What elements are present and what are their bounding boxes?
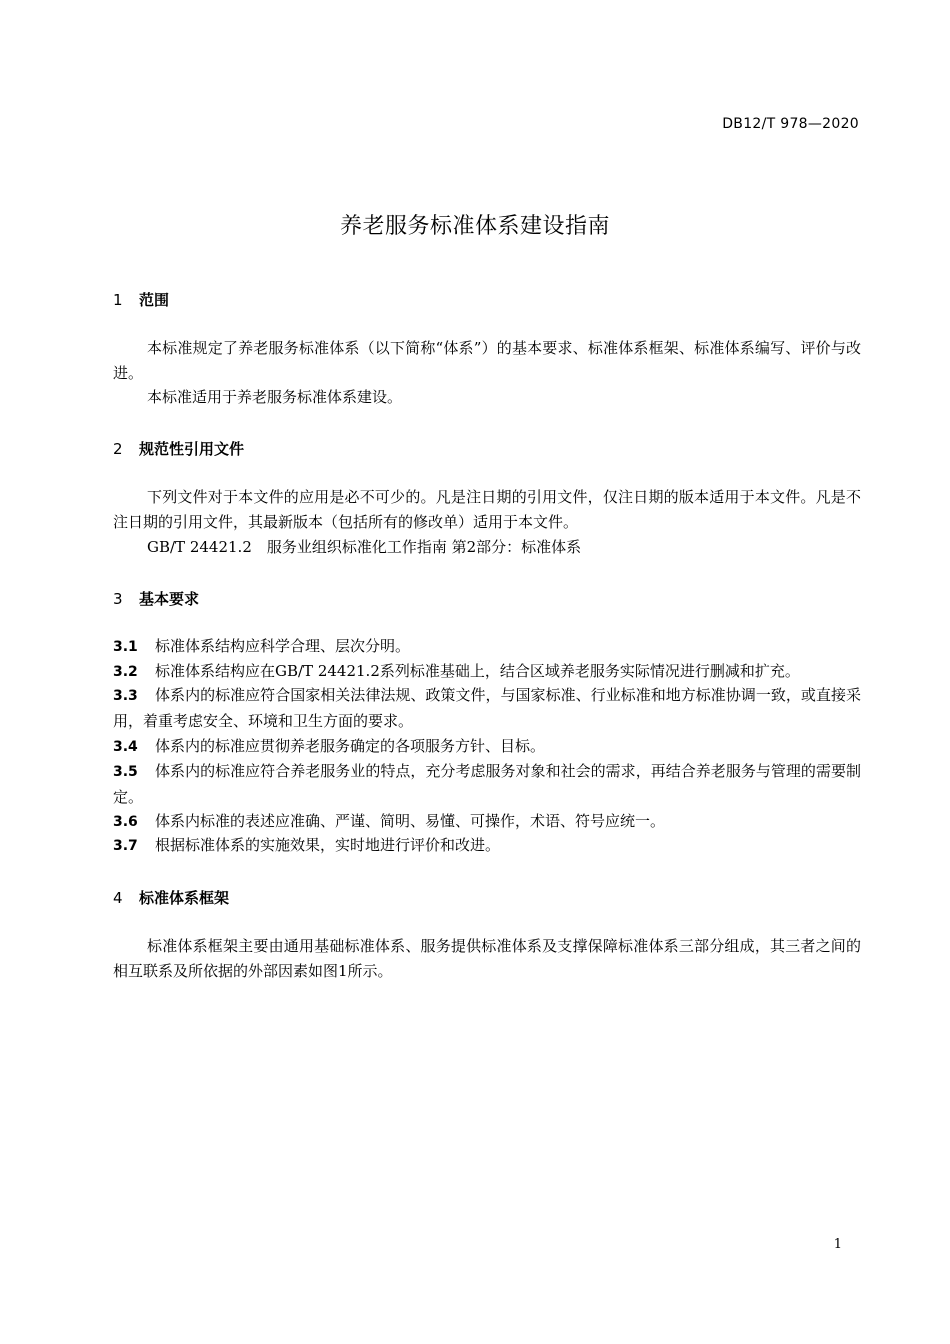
clause-number: 3.7 xyxy=(113,838,138,854)
normative-reference: GB/T 24421.2 服务业组织标准化工作指南 第2部分：标准体系 xyxy=(147,538,582,556)
clause-3-3 xyxy=(113,683,861,733)
section-number: 3 xyxy=(113,590,123,608)
section-4-heading xyxy=(113,887,229,908)
clause-text: 体系内标准的表述应准确、严谨、简明、易懂、可操作，术语、符号应统一。 xyxy=(155,812,666,830)
section-1-paragraph-2: 本标准适用于养老服务标准体系建设。 xyxy=(147,388,403,406)
clause-number: 3.6 xyxy=(113,814,138,830)
clause-number: 3.2 xyxy=(113,664,138,680)
section-title: 标准体系框架 xyxy=(139,889,230,907)
section-4-paragraph-1: 标准体系框架主要由通用基础标准体系、服务提供标准体系及支撑保障标准体系三部分组成，其三者之间的相互联系及所依据的外部因素如图1所示。 xyxy=(113,937,861,980)
clause-number: 3.4 xyxy=(113,739,138,755)
clause-number: 3.1 xyxy=(113,639,138,655)
clause-text: 根据标准体系的实施效果，实时地进行评价和改进。 xyxy=(155,836,501,854)
section-1-heading xyxy=(113,289,169,310)
section-3-heading xyxy=(113,588,199,609)
document-title: 养老服务标准体系建设指南 xyxy=(339,214,610,239)
clause-text: 标准体系结构应科学合理、层次分明。 xyxy=(155,637,411,655)
clause-3-2 xyxy=(113,659,861,685)
clause-text: 体系内的标准应贯彻养老服务确定的各项服务方针、目标。 xyxy=(155,737,546,755)
section-1-paragraph-1: 本标准规定了养老服务标准体系（以下简称“体系”）的基本要求、标准体系框架、标准体系编写、评价与改进。 xyxy=(113,339,861,382)
clause-text: 标准体系结构应在GB/T 24421.2系列标准基础上，结合区域养老服务实际情况进行删减和扩充。 xyxy=(155,662,800,680)
section-title: 范围 xyxy=(139,291,170,309)
section-2-heading xyxy=(113,438,244,459)
page-number: 1 xyxy=(833,1237,842,1252)
clause-text: 体系内的标准应符合养老服务业的特点，充分考虑服务对象和社会的需求，再结合养老服务与管理的需要制定。 xyxy=(113,762,861,806)
section-number: 1 xyxy=(113,291,123,309)
clause-3-7 xyxy=(113,833,861,859)
section-number: 2 xyxy=(113,440,123,458)
clause-3-4 xyxy=(113,734,861,760)
clause-number: 3.5 xyxy=(113,764,138,780)
clause-text: 体系内的标准应符合国家相关法律法规、政策文件，与国家标准、行业标准和地方标准协调一致，或直接采用，着重考虑安全、环境和卫生方面的要求。 xyxy=(113,686,861,730)
clause-3-1 xyxy=(113,634,861,660)
section-title: 规范性引用文件 xyxy=(139,440,245,458)
clause-3-5 xyxy=(113,759,861,809)
section-title: 基本要求 xyxy=(139,590,200,608)
document-code: DB12/T 978—2020 xyxy=(722,116,859,132)
section-number: 4 xyxy=(113,889,123,907)
clause-number: 3.3 xyxy=(113,688,138,704)
section-2-paragraph-1: 下列文件对于本文件的应用是必不可少的。凡是注日期的引用文件，仅注日期的版本适用于本文件。凡是不注日期的引用文件，其最新版本（包括所有的修改单）适用于本文件。 xyxy=(113,488,861,531)
clause-3-6 xyxy=(113,809,861,835)
